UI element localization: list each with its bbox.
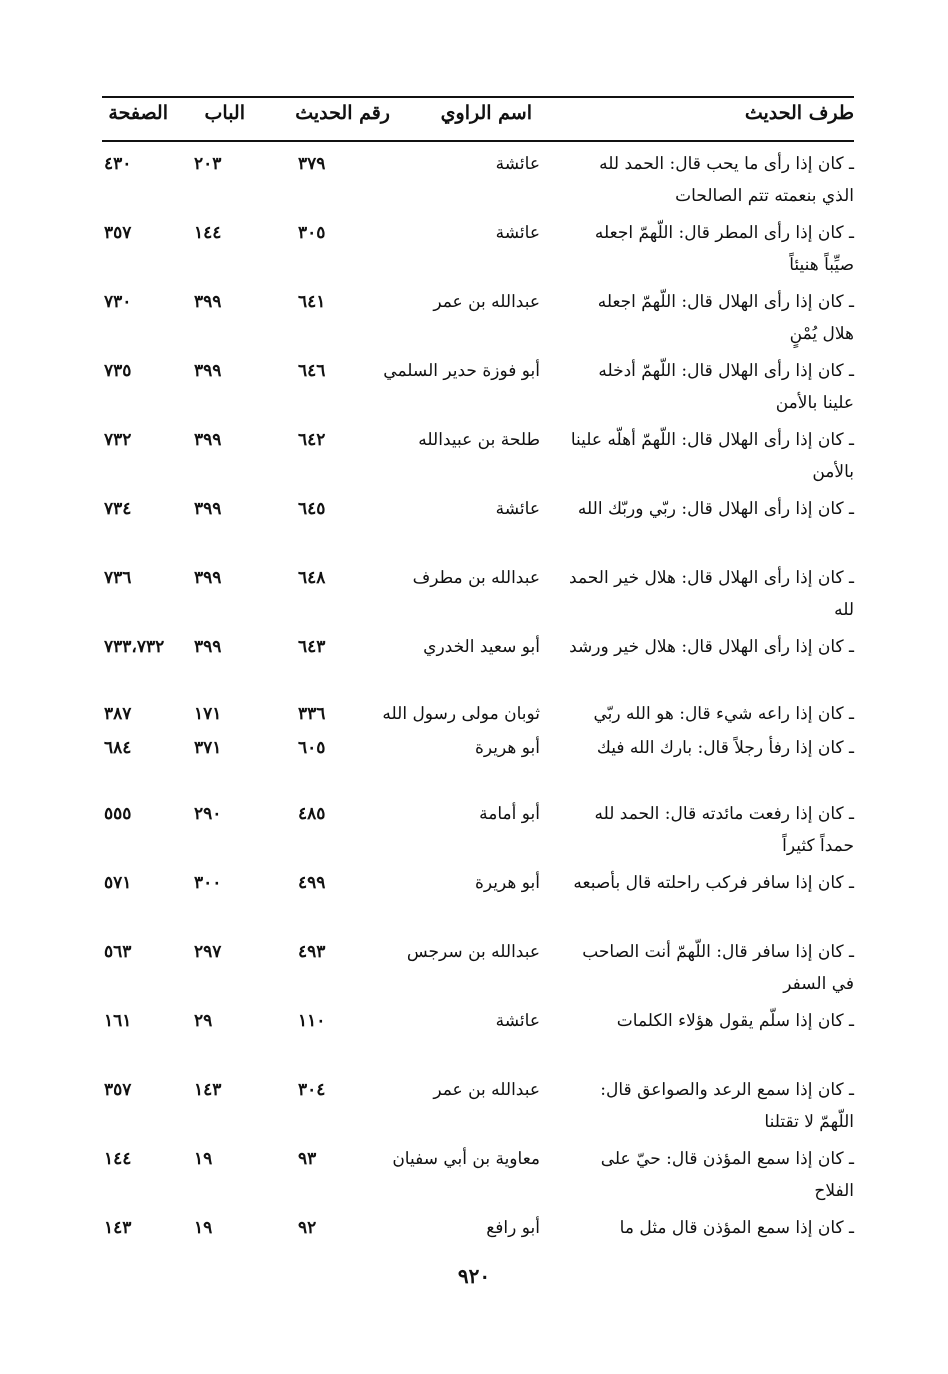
- hadith-start: ـ كان إذا سمع المؤذن قال: حيّ على الفلاح: [600, 1149, 854, 1201]
- narrator: عبدالله بن مطرف: [412, 568, 540, 588]
- hadith-number: ٦٤٢: [298, 430, 326, 450]
- page-number: ٥٦٣: [104, 942, 132, 962]
- chapter-number: ١٧١: [194, 704, 222, 724]
- hadith-start: ـ كان إذا رفأ رجلاً قال: بارك الله فيك: [596, 738, 854, 758]
- hadith-number: ٤٩٣: [298, 942, 326, 962]
- page-number: ٤٣٠: [104, 154, 132, 174]
- chapter-number: ٣٩٩: [194, 499, 222, 519]
- narrator: أبو أمامة: [479, 804, 540, 824]
- header-top-rule: [102, 96, 854, 98]
- header-narrator: اسم الراوي: [440, 102, 532, 124]
- hadith-start: ـ كان إذا رفعت مائدته قال: الحمد لله حمداً كثيراً: [594, 804, 854, 856]
- chapter-number: ٣٧١: [194, 738, 222, 758]
- hadith-start: ـ كان إذا سلّم يقول هؤلاء الكلمات: [616, 1011, 854, 1031]
- narrator: عبدالله بن عمر: [433, 292, 540, 312]
- chapter-number: ١٩: [194, 1218, 213, 1238]
- page-number: ٧٣٣،٧٣٢: [104, 637, 165, 657]
- hadith-number: ٦٤٨: [298, 568, 326, 588]
- header-bottom-rule: [102, 140, 854, 142]
- page-number: ٧٣٦: [104, 568, 132, 588]
- narrator: طلحة بن عبيدالله: [418, 430, 540, 450]
- chapter-number: ٢٠٣: [194, 154, 222, 174]
- hadith-number: ٩٣: [298, 1149, 317, 1169]
- narrator: معاوية بن أبي سفيان: [392, 1149, 540, 1169]
- narrator: عائشة: [495, 1011, 540, 1031]
- chapter-number: ١٩: [194, 1149, 213, 1169]
- hadith-number: ٣٠٤: [298, 1080, 326, 1100]
- chapter-number: ١٤٤: [194, 223, 222, 243]
- page-number: ٧٣٠: [104, 292, 132, 312]
- page-number: ١٦١: [104, 1011, 132, 1031]
- hadith-number: ١١٠: [298, 1011, 326, 1031]
- chapter-number: ٣٩٩: [194, 568, 222, 588]
- page-number: ٧٣٢: [104, 430, 132, 450]
- hadith-number: ٣٠٥: [298, 223, 326, 243]
- narrator: عبدالله بن سرجس: [406, 942, 540, 962]
- chapter-number: ٣٩٩: [194, 361, 222, 381]
- hadith-start: ـ كان إذا رأى الهلال قال: هلال خير ورشد: [569, 637, 854, 657]
- header-hadith-start: طرف الحديث: [744, 102, 854, 124]
- hadith-number: ٤٩٩: [298, 873, 326, 893]
- page-number: ٣٥٧: [104, 223, 132, 243]
- hadith-number: ٦٤٥: [298, 499, 326, 519]
- table-header: [104, 100, 854, 134]
- chapter-number: ٣٩٩: [194, 637, 222, 657]
- chapter-number: ٣٩٩: [194, 292, 222, 312]
- hadith-start: ـ كان إذا رأى الهلال قال: اللّهمّ أدخله علينا بالأمن: [598, 361, 854, 413]
- chapter-number: ١٤٣: [194, 1080, 222, 1100]
- narrator: أبو فوزة حدير السلمي: [383, 361, 540, 381]
- hadith-start: ـ كان إذا سمع الرعد والصواعق قال: اللّهمّ لا تقتلنا: [600, 1080, 854, 1132]
- narrator: عبدالله بن عمر: [433, 1080, 540, 1100]
- chapter-number: ٣٩٩: [194, 430, 222, 450]
- hadith-number: ٦٤١: [298, 292, 326, 312]
- hadith-start: ـ كان إذا رأى الهلال قال: اللّهمّ أهلّه علينا بالأمن: [570, 430, 854, 482]
- narrator: أبو سعيد الخدري: [423, 637, 540, 657]
- narrator: عائشة: [495, 223, 540, 243]
- page-number: ٥٧١: [104, 873, 132, 893]
- page-number: ١٤٤: [104, 1149, 132, 1169]
- hadith-start: ـ كان إذا رأى الهلال قال: اللّهمّ اجعله هلال يُمْنٍ: [597, 292, 854, 344]
- chapter-number: ٢٩: [194, 1011, 213, 1031]
- header-hadith-number: رقم الحديث: [295, 102, 390, 124]
- hadith-start: ـ كان إذا رأى المطر قال: اللّهمّ اجعله صيِّباً هنيئاً: [594, 223, 854, 275]
- hadith-number: ٦٠٥: [298, 738, 326, 758]
- chapter-number: ٣٠٠: [194, 873, 222, 893]
- narrator: أبو رافع: [486, 1218, 540, 1238]
- hadith-number: ٦٤٣: [298, 637, 326, 657]
- hadith-start: ـ كان إذا سمع المؤذن قال مثل ما: [619, 1218, 854, 1238]
- narrator: عائشة: [495, 499, 540, 519]
- hadith-start: ـ كان إذا رأى ما يحب قال: الحمد لله الذي بنعمته تتم الصالحات: [599, 154, 854, 206]
- hadith-number: ٣٣٦: [298, 704, 326, 724]
- page-number: ٧٣٥: [104, 361, 132, 381]
- chapter-number: ٢٩٠: [194, 804, 222, 824]
- page-number: ٥٥٥: [104, 804, 132, 824]
- page-number: ٣٨٧: [104, 704, 132, 724]
- hadith-start: ـ كان إذا راعه شيء قال: هو الله ربّي: [593, 704, 854, 724]
- chapter-number: ٢٩٧: [194, 942, 222, 962]
- header-chapter: الباب: [204, 102, 245, 124]
- hadith-start: ـ كان إذا سافر قال: اللّهمّ أنت الصاحب في السفر: [582, 942, 854, 994]
- folio-page-number: ٩٢٠: [457, 1264, 491, 1288]
- hadith-number: ٩٢: [298, 1218, 317, 1238]
- header-page: الصفحة: [108, 102, 168, 124]
- page-number: ٣٥٧: [104, 1080, 132, 1100]
- page-number: ١٤٣: [104, 1218, 132, 1238]
- hadith-start: ـ كان إذا سافر فركب راحلته قال بأصبعه: [573, 873, 854, 893]
- narrator: عائشة: [495, 154, 540, 174]
- hadith-start: ـ كان إذا رأى الهلال قال: هلال خير الحمد لله: [569, 568, 854, 620]
- narrator: ثوبان مولى رسول الله: [382, 704, 540, 724]
- hadith-number: ٦٤٦: [298, 361, 326, 381]
- hadith-start: ـ كان إذا رأى الهلال قال: ربّي وربّك الله: [577, 499, 854, 519]
- narrator: أبو هريرة: [474, 738, 540, 758]
- narrator: أبو هريرة: [474, 873, 540, 893]
- hadith-number: ٤٨٥: [298, 804, 326, 824]
- hadith-number: ٣٧٩: [298, 154, 326, 174]
- page-number: ٦٨٤: [104, 738, 132, 758]
- page-number: ٧٣٤: [104, 499, 132, 519]
